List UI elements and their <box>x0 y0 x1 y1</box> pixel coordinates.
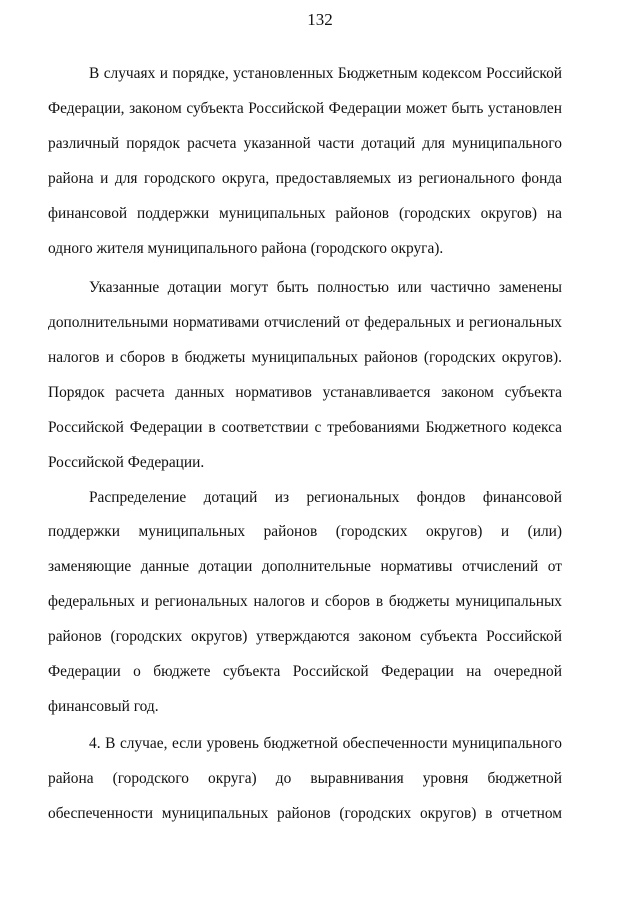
text-line: Указанные дотации могут быть полностью или частично заменены <box>89 279 562 296</box>
text-line: Российской Федерации. <box>48 454 205 471</box>
text-line: дополнительными нормативами отчислений от федеральных и региональных <box>48 314 562 331</box>
text-line: поддержки муниципальных районов (городских округов) и (или) <box>48 523 562 540</box>
text-line: Распределение дотаций из региональных фондов финансовой <box>89 489 562 506</box>
text-line: федеральных и региональных налогов и сборов в бюджеты муниципальных <box>48 593 562 610</box>
text-line: Порядок расчета данных нормативов устанавливается законом субъекта <box>48 384 562 401</box>
text-line: различный порядок расчета указанной части дотаций для муниципального <box>48 135 562 152</box>
text-line: района (городского округа) до выравнивания уровня бюджетной <box>48 770 562 787</box>
text-line: районов (городских округов) утверждаются законом субъекта Российской <box>48 628 562 645</box>
text-line: В случаях и порядке, установленных Бюджетным кодексом Российской <box>89 65 562 82</box>
text-line: Федерации, законом субъекта Российской Федерации может быть установлен <box>48 100 562 117</box>
text-line: заменяющие данные дотации дополнительные нормативы отчислений от <box>48 558 562 575</box>
text-line: одного жителя муниципального района (городского округа). <box>48 240 444 257</box>
text-line: 4. В случае, если уровень бюджетной обеспеченности муниципального <box>89 735 562 752</box>
text-line: Федерации о бюджете субъекта Российской Федерации на очередной <box>48 663 562 680</box>
text-line: Российской Федерации в соответствии с требованиями Бюджетного кодекса <box>48 419 562 436</box>
page-number: 132 <box>307 10 333 29</box>
text-line: налогов и сборов в бюджеты муниципальных районов (городских округов). <box>48 349 562 366</box>
text-line: района и для городского округа, предоставляемых из регионального фонда <box>48 170 562 187</box>
text-line: финансовый год. <box>48 698 159 715</box>
text-line: обеспеченности муниципальных районов (городских округов) в отчетном <box>48 805 562 822</box>
text-line: финансовой поддержки муниципальных районов (городских округов) на <box>48 205 562 222</box>
